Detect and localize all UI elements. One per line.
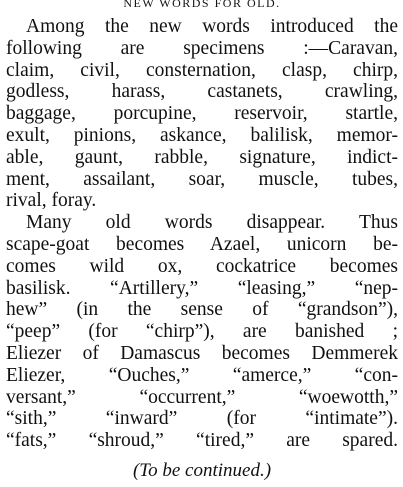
newspaper-clipping bbox=[6, 0, 398, 487]
text-line: claim, civil, consternation, clasp, chirp, bbox=[6, 59, 398, 81]
paragraph-old-words bbox=[6, 212, 398, 452]
text-line: “peep” (for “chirp”), are banished ; bbox=[6, 321, 398, 343]
text-line: comes wild ox, cockatrice becomes bbox=[6, 255, 398, 277]
text-line: basilisk. “Artillery,” “leasing,” “nep- bbox=[6, 277, 398, 299]
continuation-note: (To be continued.) bbox=[132, 459, 272, 481]
text-line: Among the new words introduced the bbox=[26, 16, 398, 37]
text-line: able, gaunt, rabble, signature, indict- bbox=[6, 146, 398, 168]
text-line: hew” (in the sense of “grandson”), bbox=[6, 299, 398, 321]
text-line: rival, foray. bbox=[6, 190, 97, 212]
headline: NEW WORDS FOR OLD. bbox=[123, 0, 281, 10]
text-line: following are specimens :—Caravan, bbox=[6, 37, 398, 59]
text-line: godless, harass, castanets, crawling, bbox=[6, 81, 398, 103]
text-line: ment, assailant, soar, muscle, tubes, bbox=[6, 168, 398, 190]
text-line: Eliezer, “Ouches,” “amerce,” “con- bbox=[6, 364, 398, 386]
text-line: baggage, porcupine, reservoir, startle, bbox=[6, 103, 398, 125]
text-line: versant,” “occurrent,” “woewotth,” bbox=[6, 386, 398, 408]
text-line: exult, pinions, askance, balilisk, memor- bbox=[6, 124, 398, 146]
text-line: Many old words disappear. Thus bbox=[26, 212, 398, 234]
text-line: scape-goat becomes Azael, unicorn be- bbox=[6, 233, 398, 255]
text-line: Eliezer of Damascus becomes Demmerek bbox=[6, 342, 398, 364]
paragraph-new-words bbox=[6, 16, 398, 212]
text-line: “sith,” “inward” (for “intimate”). bbox=[6, 408, 398, 430]
text-line: “fats,” “shroud,” “tired,” are spared. bbox=[6, 430, 398, 452]
